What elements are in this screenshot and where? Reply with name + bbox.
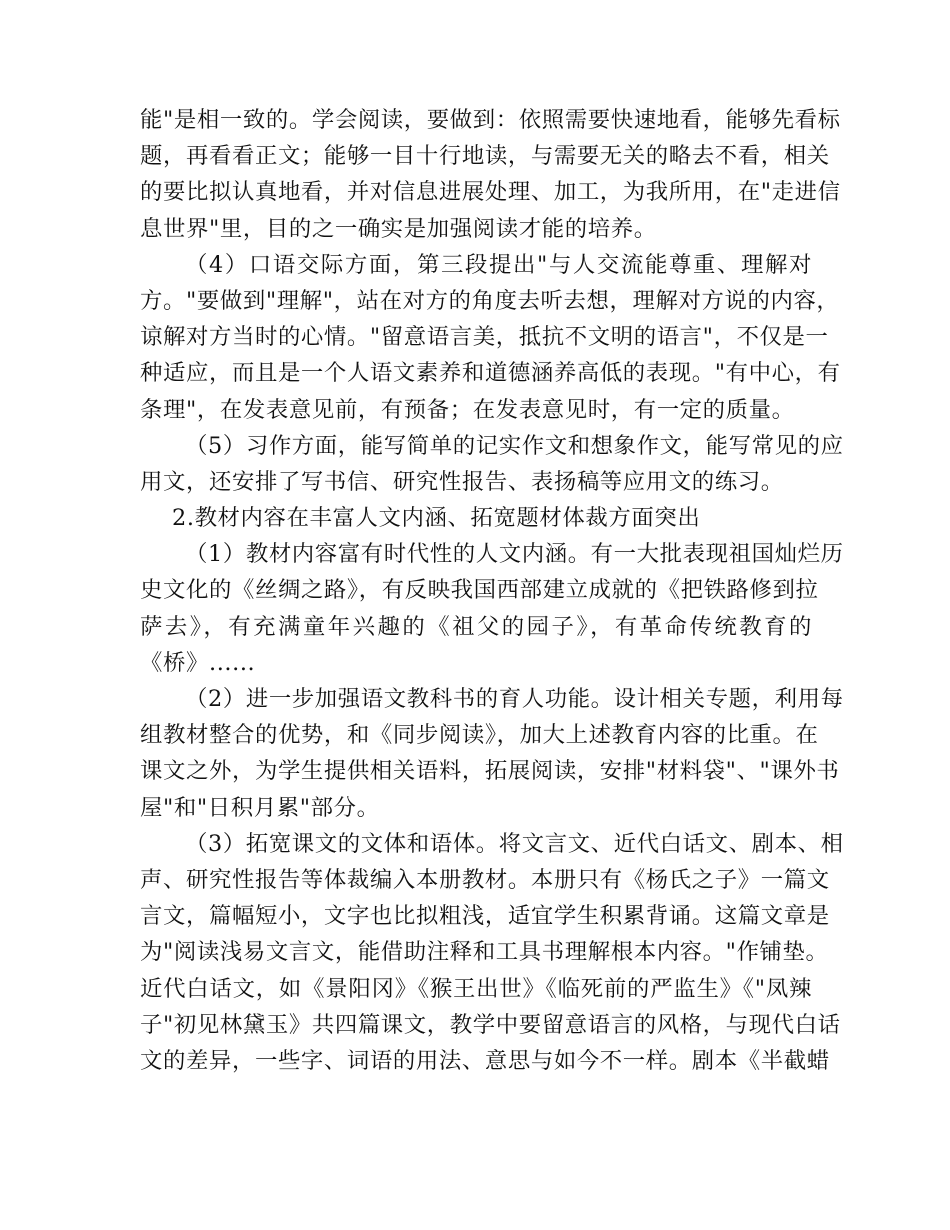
text-line: 的要比拟认真地看，并对信息进展处理、加工，为我所用，在"走进信 xyxy=(140,179,841,206)
text-line: 课文之外，为学生提供相关语料，拓展阅读，安排"材料袋"、"课外书 xyxy=(140,758,840,785)
text-line: 谅解对方当时的心情。"留意语言美，抵抗不文明的语言"，不仅是一 xyxy=(140,324,829,351)
text-line: 言文，篇幅短小，文字也比拟粗浅，适宜学生积累背诵。这篇文章是 xyxy=(140,903,830,930)
text-line: （2）进一步加强语文教科书的育人功能。设计相关专题，利用每 xyxy=(185,686,844,712)
text-line: 条理"，在发表意见前，有预备；在发表意见时，有一定的质量。 xyxy=(140,396,795,423)
text-line: 能"是相一致的。学会阅读，要做到：依照需要快速地看，能够先看标 xyxy=(140,107,841,133)
text-line: 息世界"里，目的之一确实是加强阅读才能的培养。 xyxy=(140,215,657,242)
text-line: （4）口语交际方面，第三段提出"与人交流能尊重、理解对 xyxy=(185,251,812,278)
text-line: （1）教材内容富有时代性的人文内涵。有一大批表现祖国灿烂历 xyxy=(185,541,844,568)
text-line: 方。"要做到"理解"，站在对方的角度去听去想，理解对方说的内容， xyxy=(140,287,840,314)
text-line: （5）习作方面，能写简单的记实作文和想象作文，能写常见的应 xyxy=(185,432,844,459)
text-line: 史文化的《丝绸之路》，有反映我国西部建立成就的《把铁路修到拉 xyxy=(140,577,819,604)
text-line: 组教材整合的优势，和《同步阅读》，加大上述教育内容的比重。在 xyxy=(140,722,819,749)
text-line: （3）拓宽课文的文体和语体。将文言文、近代白话文、剧本、相 xyxy=(185,830,844,857)
text-line: 《桥》...... xyxy=(140,649,256,676)
text-line: 种适应，而且是一个人语文素养和道德涵养高低的表现。"有中心，有 xyxy=(140,360,841,387)
text-line: 声、研究性报告等体裁编入本册教材。本册只有《杨氏之子》一篇文 xyxy=(140,866,830,893)
document-body xyxy=(140,102,844,1079)
section-heading: 2.教材内容在丰富人文内涵、拓宽题材体裁方面突出 xyxy=(172,505,701,532)
text-line: 为"阅读浅易文言文，能借助注释和工具书理解根本内容。"作铺垫。 xyxy=(140,939,829,966)
text-line: 文的差异，一些字、词语的用法、意思与如今不一样。剧本《半截蜡 xyxy=(140,1047,830,1074)
text-line: 萨去》，有充满童年兴趣的《祖父的园子》，有革命传统教育的 xyxy=(140,613,812,640)
text-line: 题，再看看正文；能够一目十行地读，与需要无关的略去不看，相关 xyxy=(140,143,830,170)
text-line: 子"初见林黛玉》共四篇课文，教学中要留意语言的风格，与现代白话 xyxy=(140,1011,841,1038)
text-line: 用文，还安排了写书信、研究性报告、表扬稿等应用文的练习。 xyxy=(140,468,784,495)
text-line: 近代白话文，如《景阳冈》《猴王出世》《临死前的严监生》《"凤辣 xyxy=(140,975,812,1002)
text-line: 屋"和"日积月累"部分。 xyxy=(140,794,380,821)
